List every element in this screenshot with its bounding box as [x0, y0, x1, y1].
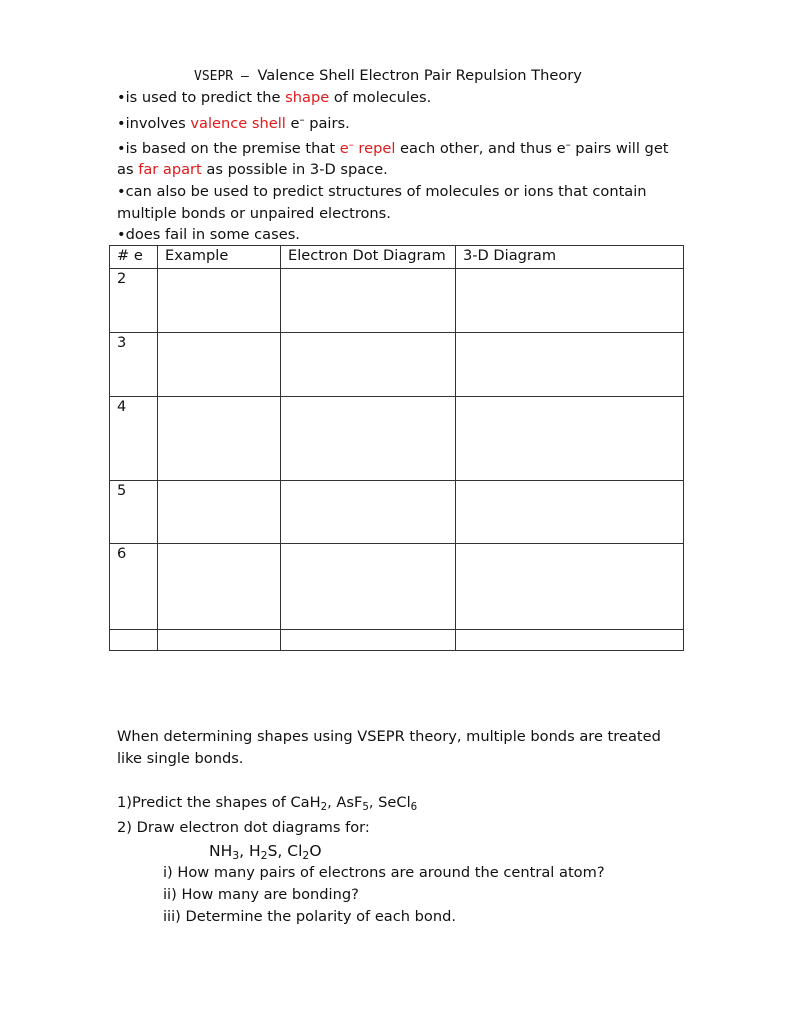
bullet-text: e: [285, 115, 300, 132]
separator: ,: [239, 842, 250, 860]
highlight-text: repel: [353, 140, 396, 157]
note-line1: When determining shapes using VSEPR theory, multiple bonds are treated: [117, 728, 661, 745]
subscript: 6: [410, 802, 418, 813]
separator: ,: [327, 794, 337, 811]
subscript: 2: [320, 802, 328, 813]
bullet-text: as: [117, 161, 139, 178]
subquestion-i: i) How many pairs of electrons are around the central atom?: [163, 864, 605, 881]
bullet-text: each other, and thus e: [395, 140, 566, 157]
table-header-row: [110, 246, 684, 269]
example-cell: [158, 481, 281, 544]
diagram-3d-cell: [456, 333, 684, 397]
row-electron-count: 3: [110, 333, 158, 397]
bullet-text: •is based on the premise that: [117, 140, 340, 157]
example-cell: [158, 269, 281, 333]
bullet-text: pairs will get: [570, 140, 669, 157]
bullet-repel-line2: [117, 160, 388, 180]
formula: SeCl: [378, 794, 411, 811]
formula: CaH: [290, 794, 321, 811]
electron-dot-cell: [281, 397, 456, 481]
row-electron-count: 2: [110, 269, 158, 333]
bullet-valence-shell: [117, 114, 350, 134]
table-row: [110, 333, 684, 397]
subscript: 3: [232, 849, 240, 862]
bullet-fail: •does fail in some cases.: [117, 226, 300, 243]
header-electrons: # e: [110, 246, 158, 269]
bullet-shape: [117, 88, 431, 108]
row-electron-count: 4: [110, 397, 158, 481]
bullet-structures-line2: multiple bonds or unpaired electrons.: [117, 205, 391, 222]
subquestion-iii: iii) Determine the polarity of each bond.: [163, 908, 457, 925]
header-example: Example: [158, 246, 281, 269]
bullet-repel-line1: [117, 139, 669, 159]
formula: O: [309, 842, 322, 860]
electron-dot-cell: [281, 481, 456, 544]
superscript: –: [565, 140, 571, 151]
example-cell: [158, 544, 281, 630]
superscript: –: [348, 140, 354, 151]
formula: NH: [209, 842, 233, 860]
bullet-text: •is used to predict the: [117, 89, 286, 106]
table-row: [110, 269, 684, 333]
diagram-3d-cell: [456, 544, 684, 630]
header-electron-dot: Electron Dot Diagram: [281, 246, 456, 269]
question-2-molecules: [209, 841, 322, 861]
question-text: 1)Predict the shapes of: [117, 794, 291, 811]
superscript: –: [299, 115, 305, 126]
table-row-blank: [110, 630, 684, 651]
table-row: [110, 544, 684, 630]
formula: Cl: [287, 842, 303, 860]
example-cell: [158, 397, 281, 481]
highlight-text: e: [339, 140, 349, 157]
subscript: 2: [302, 849, 310, 862]
electron-dot-cell: [281, 544, 456, 630]
row-electron-count: 5: [110, 481, 158, 544]
highlight-text: far apart: [138, 161, 202, 178]
header-3d: 3-D Diagram: [456, 246, 684, 269]
question-2: 2) Draw electron dot diagrams for:: [117, 819, 370, 836]
example-cell: [158, 333, 281, 397]
electron-dot-cell: [281, 333, 456, 397]
highlight-text: valence shell: [190, 115, 286, 132]
title-acronym: VSEPR –: [194, 69, 249, 84]
blank-cell: [158, 630, 281, 651]
subscript: 2: [260, 849, 268, 862]
blank-cell: [456, 630, 684, 651]
subscript: 5: [362, 802, 369, 813]
table-row: [110, 397, 684, 481]
separator: ,: [277, 842, 288, 860]
subquestion-ii: ii) How many are bonding?: [163, 886, 359, 903]
diagram-3d-cell: [456, 269, 684, 333]
blank-cell: [110, 630, 158, 651]
table-row: [110, 481, 684, 544]
highlight-text: shape: [285, 89, 330, 106]
diagram-3d-cell: [456, 481, 684, 544]
blank-cell: [281, 630, 456, 651]
bullet-text: pairs.: [304, 115, 350, 132]
bullet-text: •involves: [117, 115, 191, 132]
electron-dot-cell: [281, 269, 456, 333]
row-electron-count: 6: [110, 544, 158, 630]
formula: S: [267, 842, 278, 860]
page-title: [194, 66, 582, 87]
bullet-structures-line1: •can also be used to predict structures of molecules or ions that contain: [117, 183, 647, 200]
formula: H: [249, 842, 261, 860]
separator: ,: [368, 794, 379, 811]
note-line2: like single bonds.: [117, 750, 244, 767]
bullet-text: as possible in 3-D space.: [201, 161, 388, 178]
title-full: Valence Shell Electron Pair Repulsion Theory: [257, 67, 582, 84]
question-1: [117, 793, 417, 813]
bullet-text: of molecules.: [329, 89, 432, 106]
vsepr-table: [109, 245, 684, 651]
diagram-3d-cell: [456, 397, 684, 481]
formula: AsF: [336, 794, 363, 811]
